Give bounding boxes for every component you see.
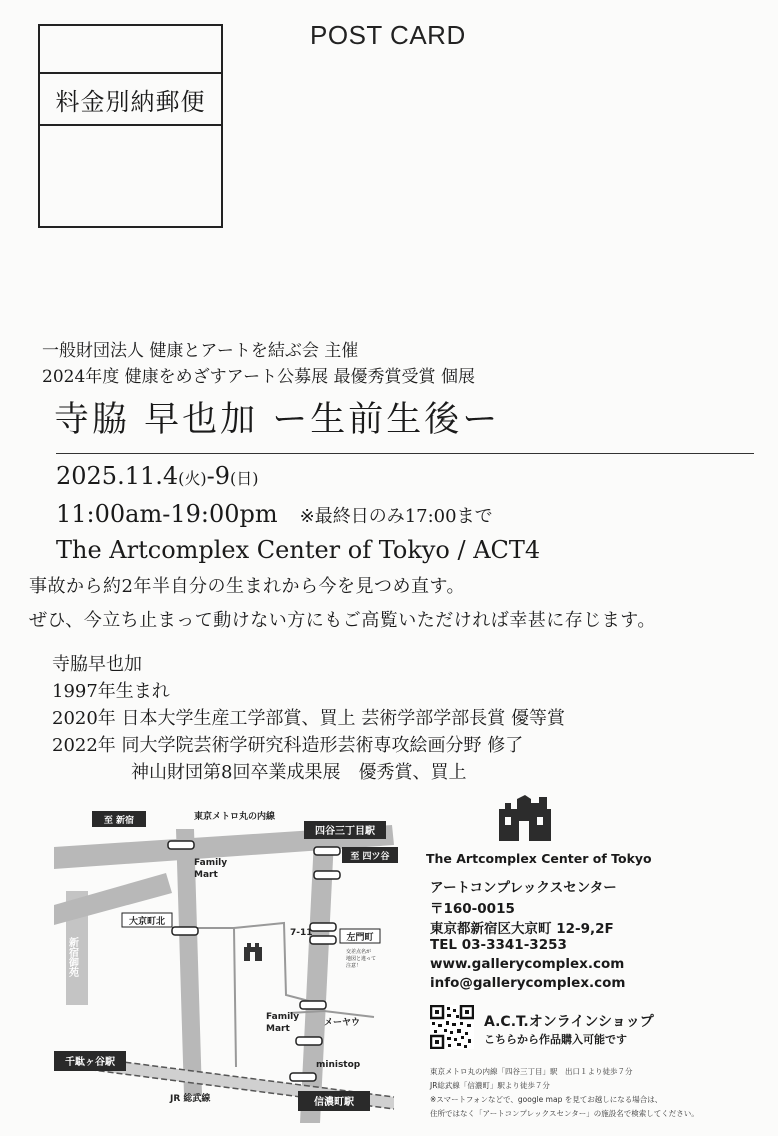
shinanomachi-label: 信濃町駅 bbox=[314, 1097, 354, 1108]
artist-born: 1997年生まれ bbox=[52, 681, 170, 702]
date-dow-end: (日) bbox=[230, 469, 259, 488]
date-start: 2025.11.4 bbox=[56, 462, 179, 490]
qr-code-icon[interactable] bbox=[430, 1005, 474, 1049]
signal-icon bbox=[314, 847, 340, 855]
organizer-line: 一般財団法人 健康とアートを結ぶ会 主催 bbox=[42, 341, 359, 361]
jr-line-label: JR 総武線 bbox=[170, 1094, 211, 1104]
signal-icon bbox=[314, 871, 340, 879]
bio-entry: 2020年 日本大学生産工学部賞、買上 芸術学部学部長賞 優等賞 bbox=[52, 708, 565, 729]
meyau-label: メーヤウ bbox=[324, 1018, 361, 1028]
access-map bbox=[54, 805, 404, 1130]
signal-icon bbox=[168, 841, 194, 849]
award-line: 2024年度 健康をめざすアート公募展 最優秀賞受賞 個展 bbox=[42, 367, 475, 387]
act-logo-icon bbox=[497, 793, 553, 843]
family-mart-label: Family bbox=[194, 858, 228, 868]
access-note: 住所ではなく「アートコンプレックスセンター」の施設名で検索してください。 bbox=[430, 1109, 699, 1118]
access-note: JR総武線「信濃町」駅より徒歩７分 bbox=[430, 1081, 550, 1090]
to-yotsuya-label: 至 四ツ谷 bbox=[350, 852, 390, 862]
signal-icon bbox=[300, 1001, 326, 1009]
description-line: 事故から約2年半自分の生まれから今を見つめ直す。 bbox=[29, 576, 466, 597]
seven-eleven-label: 7-11 bbox=[290, 928, 313, 938]
access-note: ※スマートフォンなどで、google map を見てお越しになる場合は、 bbox=[430, 1095, 663, 1104]
gyoen-label: 新宿御苑 bbox=[66, 937, 78, 977]
hours-text: 11:00am-19:00pm bbox=[56, 500, 278, 528]
okyocho-kita-label: 大京町北 bbox=[128, 917, 166, 927]
samoncho-label: 左門町 bbox=[346, 933, 374, 943]
samoncho-note: 交差点名が bbox=[346, 949, 372, 955]
access-note: 東京メトロ丸の内線「四谷三丁目」駅 出口１より徒歩７分 bbox=[430, 1067, 633, 1076]
title-divider bbox=[56, 453, 754, 454]
family-mart-label-2: Family bbox=[266, 1012, 300, 1022]
venue-web-link[interactable]: www.gallerycomplex.com bbox=[430, 956, 625, 972]
side-street bbox=[290, 1011, 374, 1017]
signal-icon bbox=[296, 1037, 322, 1045]
bio-entry-continuation: 神山財団第8回卒業成果展 優秀賞、買上 bbox=[131, 762, 467, 783]
signal-icon bbox=[172, 927, 198, 935]
metro-line-label: 東京メトロ丸の内線 bbox=[194, 812, 276, 822]
postcard-title: POST CARD bbox=[310, 20, 466, 50]
venue-postal: 〒160-0015 bbox=[430, 901, 515, 917]
gallery-map-icon bbox=[244, 943, 262, 961]
date-end: -9 bbox=[206, 462, 231, 490]
description-line: ぜひ、今立ち止まって動けない方にもご高覧いただければ幸甚に存じます。 bbox=[29, 610, 656, 631]
postage-paid-label: 料金別納郵便 bbox=[55, 87, 206, 116]
family-mart-label: Mart bbox=[194, 870, 218, 880]
venue-name-ja: アートコンプレックスセンター bbox=[430, 880, 617, 896]
venue-email-link[interactable]: info@gallerycomplex.com bbox=[430, 975, 626, 991]
venue-line: The Artcomplex Center of Tokyo / ACT4 bbox=[56, 536, 541, 564]
family-mart-label-2: Mart bbox=[266, 1024, 290, 1034]
postage-stamp-box bbox=[38, 24, 223, 228]
exhibition-dates bbox=[56, 462, 259, 490]
opening-hours bbox=[56, 500, 493, 528]
yotsuya-sanchome-label: 四谷三丁目駅 bbox=[315, 826, 375, 837]
sendagaya-label: 千駄ヶ谷駅 bbox=[65, 1057, 115, 1068]
bio-entry: 2022年 同大学院芸術学研究科造形芸術専攻絵画分野 修了 bbox=[52, 735, 524, 756]
signal-icon bbox=[310, 936, 336, 944]
signal-icon bbox=[310, 923, 336, 931]
venue-address: 東京都新宿区大京町 12-9,2F bbox=[430, 921, 614, 937]
samoncho-note: 注意！ bbox=[346, 963, 362, 969]
venue-tel: TEL 03-3341-3253 bbox=[430, 937, 567, 953]
online-shop-title[interactable]: A.C.T.オンラインショップ bbox=[484, 1014, 654, 1030]
samoncho-note: 地図と違って bbox=[346, 956, 377, 962]
road-vertical-left bbox=[176, 829, 202, 1095]
ministop-label: ministop bbox=[316, 1060, 361, 1070]
hours-note: ※最終日のみ17:00まで bbox=[299, 506, 493, 527]
to-shinjuku-label: 至 新宿 bbox=[103, 816, 135, 826]
date-dow-start: (火) bbox=[178, 469, 207, 488]
online-shop-subtitle: こちらから作品購入可能です bbox=[484, 1033, 627, 1046]
artist-name: 寺脇早也加 bbox=[52, 654, 142, 675]
venue-name-en: The Artcomplex Center of Tokyo bbox=[426, 851, 652, 866]
signal-icon bbox=[290, 1073, 316, 1081]
stamp-band bbox=[40, 72, 221, 126]
exhibition-title: 寺脇 早也加 ー生前生後ー bbox=[54, 400, 501, 440]
